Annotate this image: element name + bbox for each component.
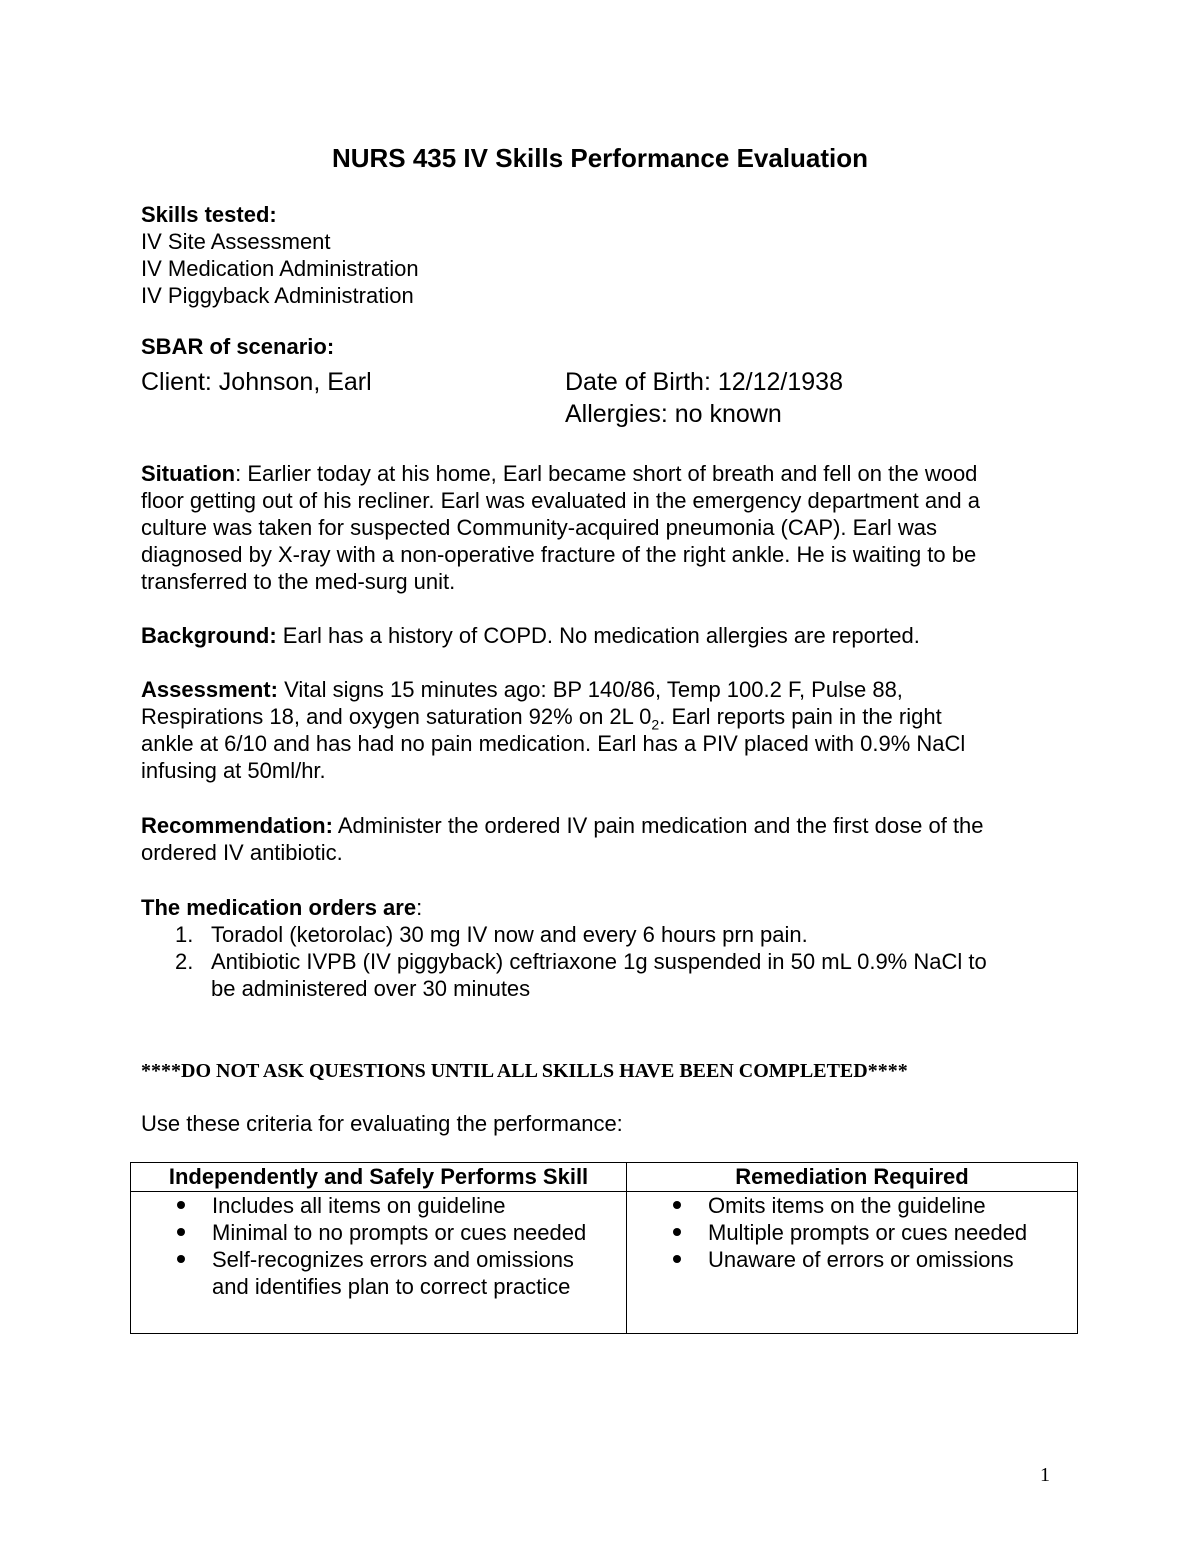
warning-notice: ****DO NOT ASK QUESTIONS UNTIL ALL SKILLS HAVE BEEN COMPLETED**** (141, 1060, 908, 1082)
skills-heading: Skills tested: (141, 202, 277, 227)
bullet-icon (177, 1201, 185, 1209)
assessment-label: Assessment: (141, 677, 278, 702)
criteria-intro: Use these criteria for evaluating the performance: (141, 1111, 623, 1136)
list-item (131, 1219, 626, 1246)
situation-label: Situation (141, 461, 236, 486)
list-item (627, 1192, 1077, 1219)
situation-text: diagnosed by X-ray with a non-operative fracture of the right ankle. He is waiting to be (141, 542, 977, 567)
situation-paragraph (141, 460, 1081, 595)
assessment-text: Vital signs 15 minutes ago: BP 140/86, Temp 100.2 F, Pulse 88, (277, 677, 903, 702)
recommendation-label: Recommendation: (141, 813, 333, 838)
page-number: 1 (1040, 1464, 1050, 1486)
table-header-independent: Independently and Safely Performs Skill (131, 1163, 627, 1192)
criteria-text: Omits items on the guideline (708, 1193, 986, 1218)
situation-text: : Earlier today at his home, Earl became short of breath and fell on the wood (235, 461, 978, 486)
assessment-text: infusing at 50ml/hr. (141, 758, 326, 783)
skill-item: IV Site Assessment (141, 229, 331, 254)
bullet-icon (673, 1255, 681, 1263)
medication-orders (141, 894, 1081, 1002)
independent-criteria-cell (131, 1192, 627, 1334)
date-of-birth: Date of Birth: 12/12/1938 (565, 368, 843, 396)
background-paragraph (141, 622, 1081, 649)
recommendation-text: ordered IV antibiotic. (141, 840, 343, 865)
situation-text: transferred to the med-surg unit. (141, 569, 456, 594)
criteria-text: Unaware of errors or omissions (708, 1247, 1014, 1272)
list-item (131, 1246, 626, 1300)
list-item (141, 948, 1081, 1002)
criteria-text: Minimal to no prompts or cues needed (212, 1220, 587, 1245)
background-text: Earl has a history of COPD. No medication allergies are reported. (276, 623, 920, 648)
criteria-text: Self-recognizes errors and omissions (212, 1247, 574, 1272)
orders-colon: : (416, 895, 423, 920)
recommendation-text: Administer the ordered IV pain medication and the first dose of the (332, 813, 984, 838)
recommendation-paragraph (141, 812, 1081, 866)
bullet-icon (673, 1201, 681, 1209)
client-name: Client: Johnson, Earl (141, 368, 372, 396)
skills-section (141, 201, 419, 309)
order-text: Toradol (ketorolac) 30 mg IV now and every 6 hours prn pain. (211, 922, 808, 947)
order-number: 1. (175, 922, 194, 947)
list-item (627, 1246, 1077, 1273)
order-text: be administered over 30 minutes (211, 976, 531, 1001)
sbar-heading: SBAR of scenario: (141, 334, 335, 359)
list-item (131, 1192, 626, 1219)
bullet-icon (177, 1255, 185, 1263)
page-title: NURS 435 IV Skills Performance Evaluation (331, 143, 869, 173)
assessment-text: Respirations 18, and oxygen saturation 92% on 2L 0 (141, 704, 652, 729)
oxygen-subscript: 2 (651, 716, 660, 733)
assessment-text: ankle at 6/10 and has had no pain medication. Earl has a PIV placed with 0.9% NaCl (141, 731, 966, 756)
allergies: Allergies: no known (565, 400, 782, 428)
order-number: 2. (175, 949, 194, 974)
list-item (141, 921, 1081, 948)
remediation-criteria-cell (627, 1192, 1078, 1334)
criteria-table (130, 1162, 1078, 1334)
table-header-remediation: Remediation Required (627, 1163, 1078, 1192)
bullet-icon (673, 1228, 681, 1236)
background-label: Background: (141, 623, 277, 648)
criteria-text: Multiple prompts or cues needed (708, 1220, 1028, 1245)
situation-text: floor getting out of his recliner. Earl was evaluated in the emergency department and a (141, 488, 980, 513)
order-text: Antibiotic IVPB (IV piggyback) ceftriaxone 1g suspended in 50 mL 0.9% NaCl to (211, 949, 987, 974)
orders-label: The medication orders are (141, 895, 417, 920)
orders-list (141, 921, 1081, 1002)
list-item (627, 1219, 1077, 1246)
bullet-icon (177, 1228, 185, 1236)
skill-item: IV Piggyback Administration (141, 283, 414, 308)
skill-item: IV Medication Administration (141, 256, 419, 281)
assessment-paragraph (141, 676, 1081, 784)
assessment-text: . Earl reports pain in the right (659, 704, 942, 729)
criteria-text: Includes all items on guideline (212, 1193, 506, 1218)
situation-text: culture was taken for suspected Community-acquired pneumonia (CAP). Earl was (141, 515, 938, 540)
criteria-text: and identifies plan to correct practice (212, 1274, 571, 1299)
